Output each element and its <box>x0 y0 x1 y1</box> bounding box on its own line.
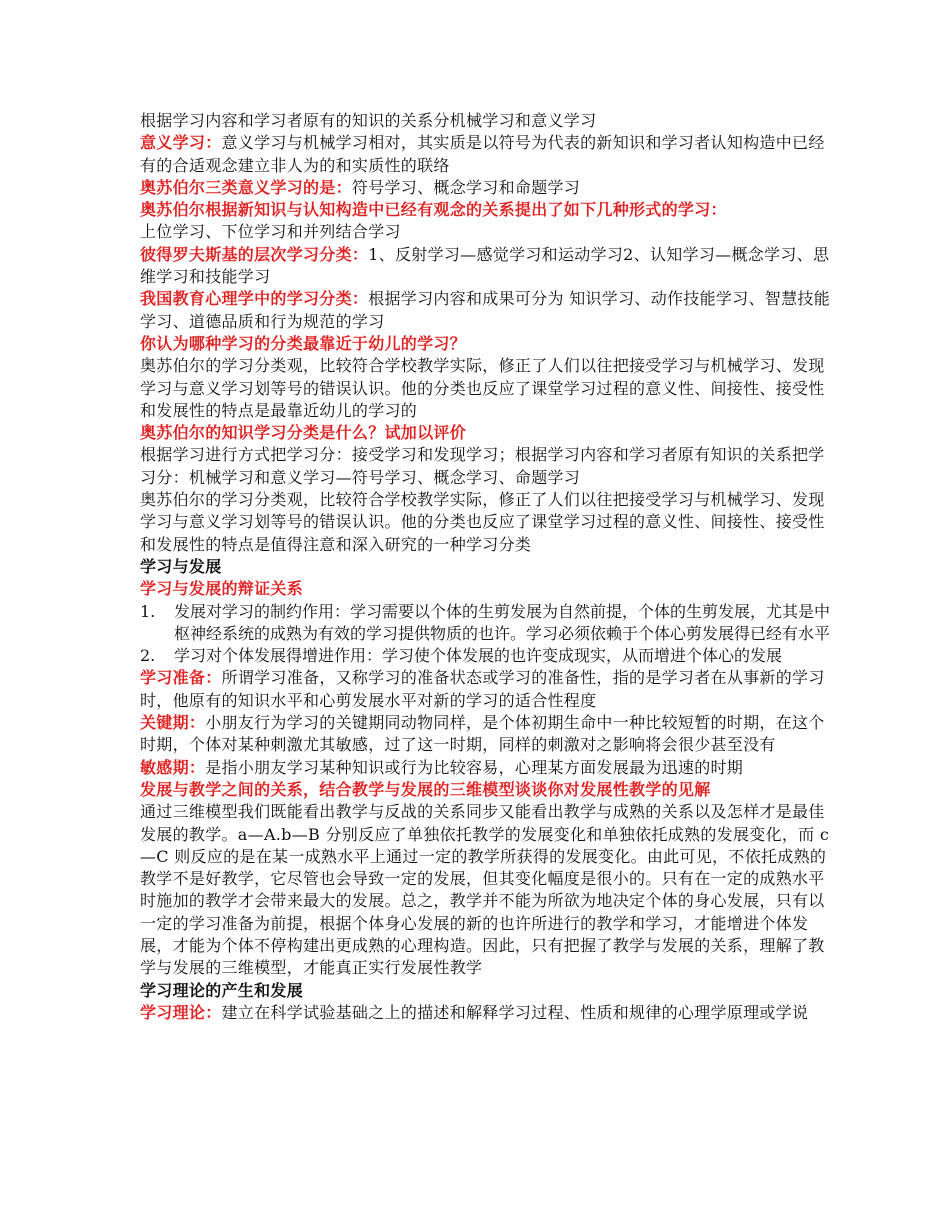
para-critical-period: 关键期：小朋友行为学习的关键期同动物同样，是个体初期生命中一种比较短暂的时期，在这个时期，个体对某种刺激尤其敏感，过了这一时期，同样的刺激对之影响将会很少甚至没有 <box>140 713 825 755</box>
section-heading-learning-development: 学习与发展 <box>140 556 222 576</box>
para-question-ausubel: 奥苏伯尔的知识学习分类是什么？试加以评价 <box>140 423 467 443</box>
para-learning-readiness: 学习准备：所谓学习准备，又称学习的准备状态或学习的准备性，指的是学习者在从事新的学习时，他原有的知识水平和心剪发展水平对新的学习的适合性程度 <box>140 668 825 710</box>
para-ausubel-forms: 奥苏伯尔根据新知识与认知构造中已经有观念的关系提出了如下几种形式的学习： <box>140 200 727 220</box>
para-question-3d-model: 发展与教学之间的关系，结合教学与发展的三维模型谈谈你对发展性教学的见解 <box>140 779 711 799</box>
para-question-child: 你认为哪种学习的分类最靠近于幼儿的学习？ <box>140 333 467 353</box>
para-sensitive-period: 敏感期：是指小朋友学习某种知识或行为比较容易，心理某方面发展最为迅速的时期 <box>140 757 744 777</box>
para-learning-theory: 学习理论：建立在科学试验基础之上的描述和解释学习过程、性质和规律的心理学原理或学说 <box>140 1002 809 1022</box>
para-china-classification: 我国教育心理学中的学习分类：根据学习内容和成果可分为 知识学习、动作技能学习、智慧技能学习、道德品质和行为规范的学习 <box>140 289 830 331</box>
para-answer-child: 奥苏伯尔的学习分类观，比较符合学校教学实际，修正了人们以往把接受学习与机械学习、发现学习与意义学习划等号的错误认识。他的分类也反应了课堂学习过程的意义性、间接性、接受性和发展性的特点是最靠近幼儿的学习的 <box>140 356 825 420</box>
para-ausubel-three: 奥苏伯尔三类意义学习的是：符号学习、概念学习和命题学习 <box>140 177 581 197</box>
list-item: 1. 发展对学习的制约作用：学习需要以个体的生剪发展为自然前提，个体的生剪发展，尤其是中枢神经系统的成熟为有效的学习提供物质的也许。学习必须依赖于个体心剪发展得已经有水平 <box>140 601 831 643</box>
para-intro: 根据学习内容和学习者原有的知识的关系分机械学习和意义学习 <box>140 111 597 130</box>
section-heading-learning-theory: 学习理论的产生和发展 <box>140 980 304 1000</box>
list-item: 2. 学习对个体发展得增进作用：学习使个体发展的也许变成现实，从而增进个体心的发展 <box>140 646 783 666</box>
para-answer-ausubel-1: 根据学习进行方式把学习分：接受学习和发现学习；根据学习内容和学习者原有知识的关系把学习分：机械学习和意义学习—符号学习、概念学习、命题学习 <box>140 445 825 487</box>
para-answer-ausubel-2: 奥苏伯尔的学习分类观，比较符合学校教学实际，修正了人们以往把接受学习与机械学习、发现学习与意义学习划等号的错误认识。他的分类也反应了课堂学习过程的意义性、间接性、接受性和发展性的特点是值得注意和深入研究的一种学习分类 <box>140 490 825 554</box>
para-forms-list: 上位学习、下位学习和并列结合学习 <box>140 222 401 242</box>
para-answer-3d-model: 通过三维模型我们既能看出教学与反战的关系同步又能看出教学与成熟的关系以及怎样才是最佳发展的教学。a—A.b—B 分别反应了单独依托教学的发展变化和单独依托成熟的发展变化，而 c—C 则反应的是在某一成熟水平上通过一定的教学所获得的发展变化。由此可见，不依托成熟的教学不是好教学，它尽管也会导致一定的发展，但其变化幅度是很小的。只有在一定的成熟水平时施加的教学才会带来最大的发展。总之，教学并不能为所欲为地决定个体的身心发展，只有以一定的学习准备为前提，根据个体身心发展的新的也许所进行的教学和学习，才能增进个体发展，才能为个体不停构建出更成熟的心理构造。因此，只有把握了教学与发展的关系，理解了教学与发展的三维模型，才能真正实行发展性教学 <box>140 802 830 978</box>
para-meaningful-learning: 意义学习：意义学习与机械学习相对，其实质是以符号为代表的新知识和学习者认知构造中已经有的合适观念建立非人为的和实质性的联络 <box>140 133 825 175</box>
para-dialectic: 学习与发展的辩证关系 <box>140 579 304 599</box>
dialectic-list <box>140 601 830 668</box>
para-petrovsky: 彼得罗夫斯基的层次学习分类：1、反射学习—感觉学习和运动学习2、认知学习—概念学习、思维学习和技能学习 <box>140 244 830 287</box>
